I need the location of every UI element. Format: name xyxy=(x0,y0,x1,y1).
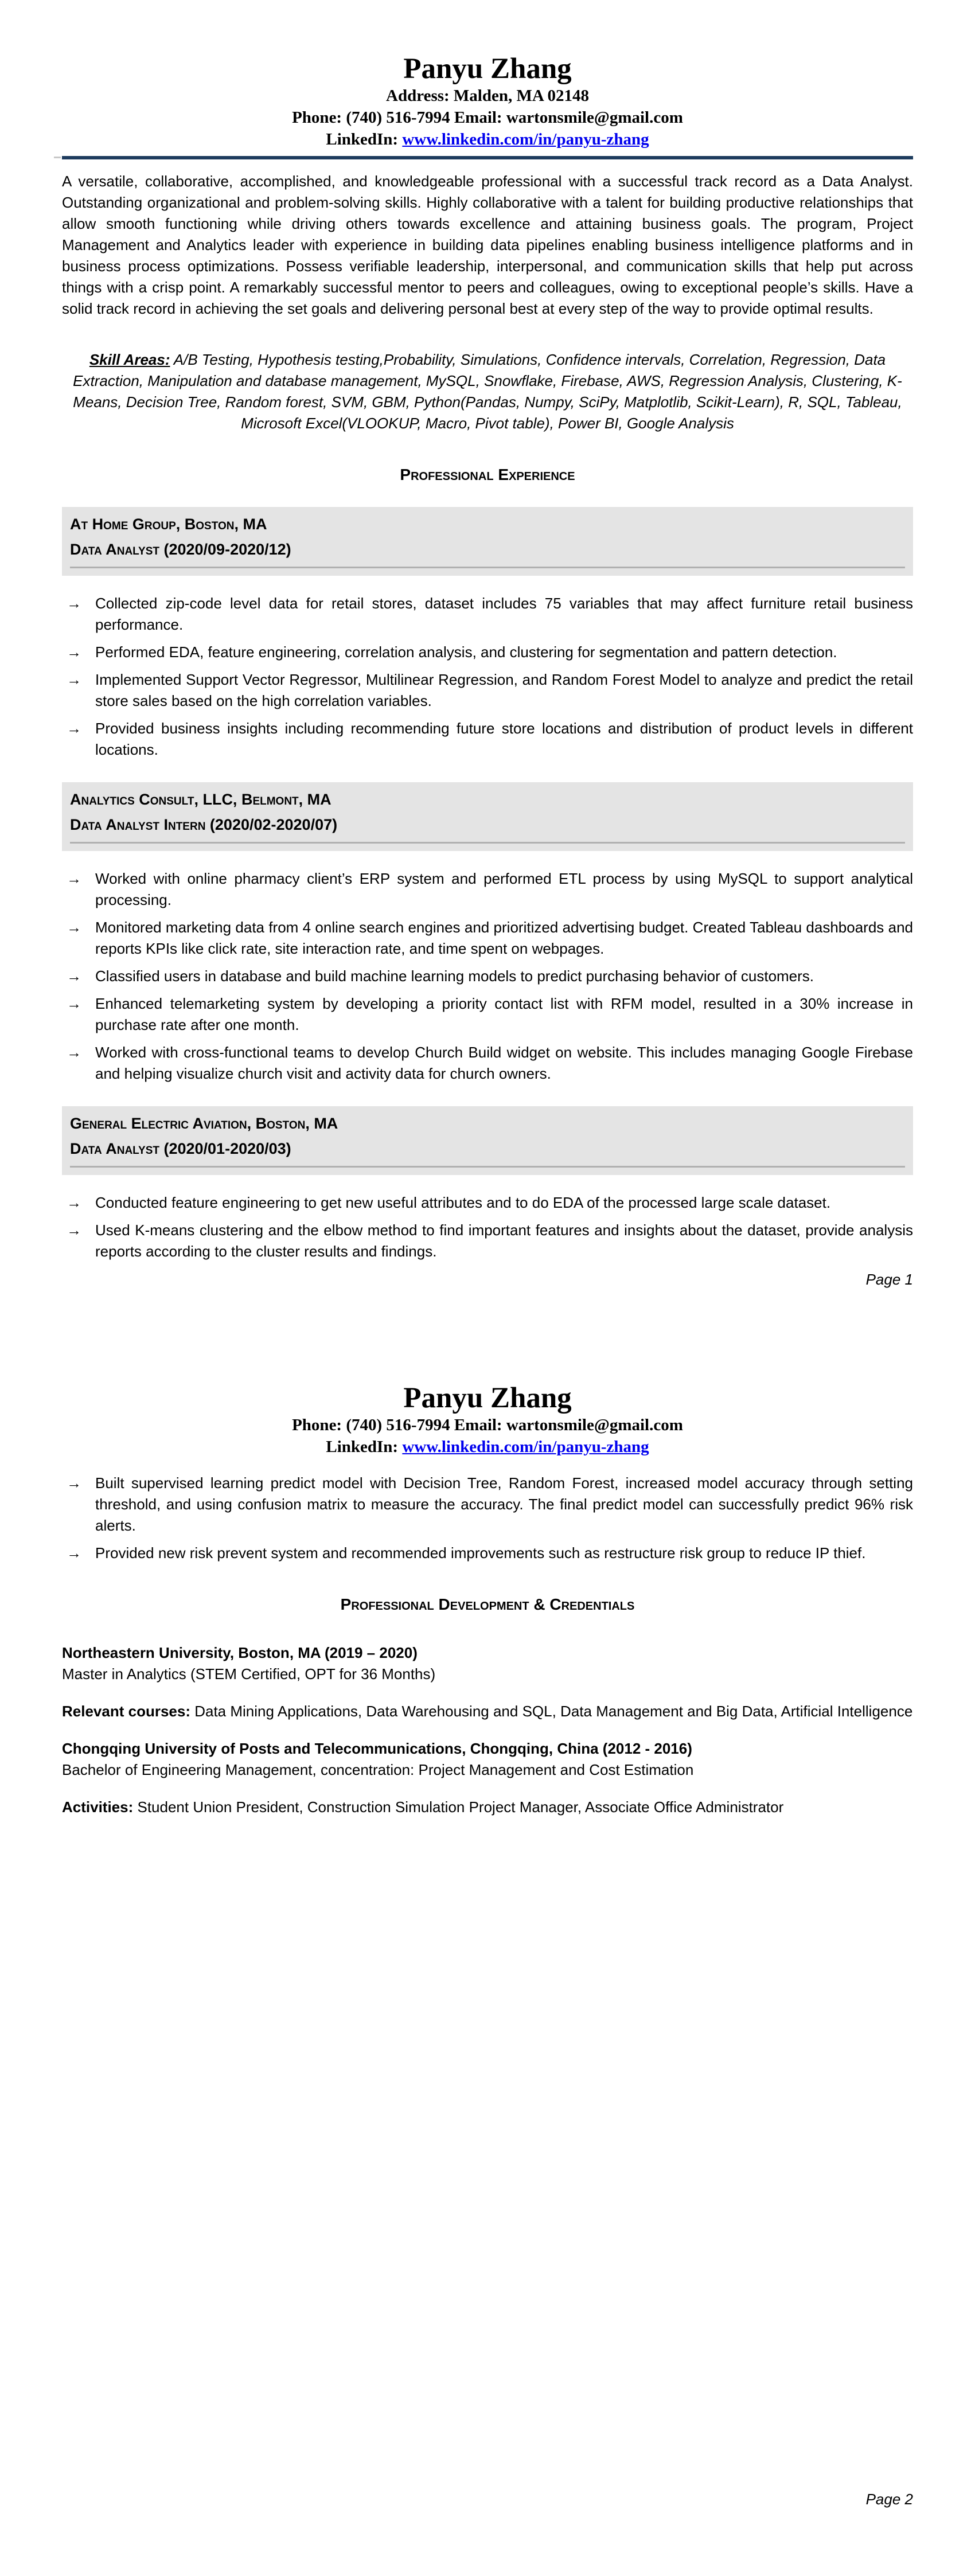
job-bullet-list xyxy=(62,868,913,1084)
bullet-text: Performed EDA, feature engineering, correlation analysis, and clustering for segmentation and pattern detection. xyxy=(95,643,837,661)
job-header-ge-aviation xyxy=(62,1106,913,1175)
bullet-item xyxy=(62,1473,913,1536)
page-1-label: Page 1 xyxy=(865,1271,913,1288)
professional-experience-heading: Professional Experience xyxy=(400,466,575,483)
bullet-item xyxy=(62,1192,913,1213)
bullet-item xyxy=(62,669,913,712)
bullet-text: Worked with cross-functional teams to develop Church Build widget on website. This includes managing Google Firebase and helping visualize church visit and activity data for church owners. xyxy=(95,1044,913,1082)
bullet-text: Provided new risk prevent system and recommended improvements such as restructure risk group to reduce IP thief. xyxy=(95,1544,866,1562)
phone-email-line: Phone: (740) 516-7994 Email: wartonsmile@gmail.com xyxy=(292,1416,683,1434)
bullet-text: Built supervised learning predict model with Decision Tree, Random Forest, increased model accuracy through setting threshold, and using confusion matrix to measure the accuracy. The final predict model can successfully predict 96% risk alerts. xyxy=(95,1474,913,1534)
candidate-name: Panyu Zhang xyxy=(403,53,572,85)
job-bar-rule xyxy=(70,1166,905,1169)
arrow-bullet-icon: → xyxy=(67,1544,81,1562)
bullet-text: Conducted feature engineering to get new useful attributes and to do EDA of the processed large scale dataset. xyxy=(95,1194,831,1211)
bullet-text: Collected zip-code level data for retail stores, dataset includes 75 variables that may affect furniture retail business performance. xyxy=(95,595,913,633)
continued-bullet-list xyxy=(62,1473,913,1564)
job-title: Data Analyst (2020/09-2020/12) xyxy=(70,541,291,558)
bullet-item xyxy=(62,593,913,635)
job-title: Data Analyst (2020/01-2020/03) xyxy=(70,1140,291,1157)
relevant-courses-line xyxy=(62,1701,913,1722)
activities-label: Activities: xyxy=(62,1798,134,1816)
bullet-item xyxy=(62,642,913,663)
school-name: Northeastern University, Boston, MA (2019 – 2020) xyxy=(62,1644,418,1661)
skill-areas-text: A/B Testing, Hypothesis testing,Probability, Simulations, Confidence intervals, Correlation, Regression, Data Extraction, Manipulation and database management, MySQL, Snowflake, Firebase, AWS, Regression Analysis, Clustering, K-Means, Decision Tree, Random forest, SVM, GBM, Python(Pandas, Numpy, SciPy, Matplotlib, Scikit-Learn), R, SQL, Tableau, Microsoft Excel(VLOOKUP, Macro, Pivot table), Power BI, Google Analysis xyxy=(73,351,902,432)
address-line: Address: Malden, MA 02148 xyxy=(386,87,589,105)
bullet-text: Enhanced telemarketing system by developing a priority contact list with RFM model, resulted in a 30% increase in purchase rate after one month. xyxy=(95,995,913,1033)
arrow-bullet-icon: → xyxy=(67,1474,81,1492)
job-bar-rule xyxy=(70,842,905,845)
school-name: Chongqing University of Posts and Telecommunications, Chongqing, China (2012 - 2016) xyxy=(62,1740,692,1757)
candidate-name: Panyu Zhang xyxy=(403,1382,572,1414)
linkedin-link[interactable]: www.linkedin.com/in/panyu-zhang xyxy=(402,130,649,149)
bullet-text: Monitored marketing data from 4 online search engines and prioritized advertising budget. Created Tableau dashboards and reports KPIs like click rate, site interaction rate, and time spent on webpages. xyxy=(95,919,913,957)
spacer xyxy=(62,1685,913,1701)
activities-text: Student Union President, Construction Simulation Project Manager, Associate Office Administrator xyxy=(133,1798,784,1816)
skill-areas-paragraph xyxy=(62,349,913,434)
bullet-item xyxy=(62,868,913,911)
arrow-bullet-icon: → xyxy=(67,1221,81,1239)
linkedin-label: LinkedIn: xyxy=(326,1438,403,1456)
linkedin-label: LinkedIn: xyxy=(326,130,403,149)
credentials-heading: Professional Development & Credentials xyxy=(340,1595,635,1613)
arrow-bullet-icon: → xyxy=(67,720,81,737)
arrow-bullet-icon: → xyxy=(67,643,81,661)
spacer xyxy=(62,1722,913,1738)
bullet-item xyxy=(62,993,913,1036)
page-2-label: Page 2 xyxy=(865,2491,913,2508)
arrow-bullet-icon: → xyxy=(67,1044,81,1061)
resume-page-2 xyxy=(0,1382,975,2510)
degree-line: Bachelor of Engineering Management, concentration: Project Management and Cost Estimation xyxy=(62,1761,694,1778)
spacer xyxy=(62,1781,913,1797)
bullet-text: Provided business insights including recommending future store locations and distribution of product levels in different locations. xyxy=(95,720,913,758)
arrow-bullet-icon: → xyxy=(67,1194,81,1211)
job-title: Data Analyst Intern (2020/02-2020/07) xyxy=(70,816,338,833)
arrow-bullet-icon: → xyxy=(67,595,81,612)
job-header-at-home-group xyxy=(62,507,913,576)
arrow-bullet-icon: → xyxy=(67,919,81,936)
bullet-item xyxy=(62,1220,913,1262)
bullet-text: Worked with online pharmacy client’s ERP system and performed ETL process by using MySQL to support analytical processing. xyxy=(95,870,913,908)
job-header-analytics-consult xyxy=(62,782,913,851)
arrow-bullet-icon: → xyxy=(67,671,81,688)
bullet-text: Used K-means clustering and the elbow method to find important features and insights about the dataset, provide analysis reports according to the cluster results and findings. xyxy=(95,1221,913,1260)
job-bullet-list xyxy=(62,593,913,760)
bullet-item xyxy=(62,1543,913,1564)
summary-paragraph: A versatile, collaborative, accomplished, and knowledgeable professional with a successful track record as a Data Analyst. Outstanding organizational and problem-solving skills. Highly collaborative with a talent for building productive relationships that allow smooth functioning while driving others towards excellence and attaining business goals. The program, Project Management and Analytics leader with experience in building data pipelines enabling business intelligence platforms and in business process optimizations. Possess verifiable leadership, interpersonal, and communication skills that help put across things with a crisp point. A remarkably successful mentor to peers and colleagues, owing to exceptional people’s skills. Have a solid track record in achieving the set goals and delivering personal best at every step of the way to provide optimal results. xyxy=(62,173,913,317)
skill-areas-label: Skill Areas: xyxy=(89,351,170,368)
arrow-bullet-icon: → xyxy=(67,870,81,887)
arrow-bullet-icon: → xyxy=(67,967,81,985)
bullet-text: Implemented Support Vector Regressor, Multilinear Regression, and Random Forest Model to analyze and predict the retail store sales based on the high correlation variables. xyxy=(95,671,913,709)
job-bullet-list xyxy=(62,1192,913,1262)
job-bar-rule xyxy=(70,567,905,570)
bullet-item xyxy=(62,917,913,959)
bullet-item xyxy=(62,718,913,760)
relevant-courses-text: Data Mining Applications, Data Warehousing and SQL, Data Management and Big Data, Artificial Intelligence xyxy=(190,1703,913,1720)
relevant-courses-label: Relevant courses: xyxy=(62,1703,190,1720)
bullet-text: Classified users in database and build machine learning models to predict purchasing behavior of customers. xyxy=(95,967,814,985)
linkedin-line xyxy=(62,128,913,150)
header-divider-rule xyxy=(62,156,913,159)
phone-email-line: Phone: (740) 516-7994 Email: wartonsmile@gmail.com xyxy=(292,108,683,127)
job-company: Analytics Consult, LLC, Belmont, MA xyxy=(70,791,332,808)
bullet-item xyxy=(62,1042,913,1084)
activities-line xyxy=(62,1797,913,1818)
degree-line: Master in Analytics (STEM Certified, OPT for 36 Months) xyxy=(62,1665,436,1683)
education-block xyxy=(62,1642,913,1818)
job-company: General Electric Aviation, Boston, MA xyxy=(70,1115,338,1132)
linkedin-line xyxy=(62,1436,913,1458)
arrow-bullet-icon: → xyxy=(67,995,81,1012)
resume-page-1 xyxy=(0,53,975,1290)
job-company: At Home Group, Boston, MA xyxy=(70,516,267,533)
bullet-item xyxy=(62,966,913,987)
linkedin-link[interactable]: www.linkedin.com/in/panyu-zhang xyxy=(402,1438,649,1456)
